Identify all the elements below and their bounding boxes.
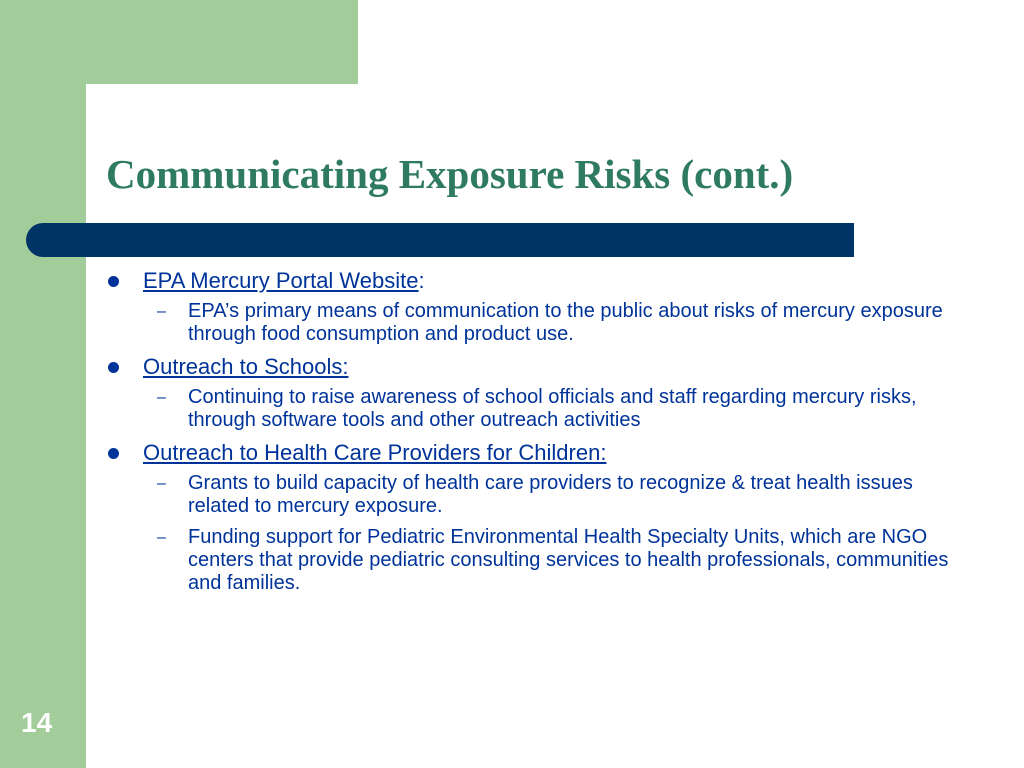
- title-divider-bar: [26, 223, 854, 257]
- sub-item: [143, 472, 966, 518]
- sub-item: [143, 526, 966, 595]
- bullet-dot-icon: [108, 362, 119, 373]
- outreach-schools-link[interactable]: Outreach to Schools:: [143, 354, 349, 379]
- dash-icon: –: [157, 303, 166, 320]
- bullet-dot-icon: [108, 276, 119, 287]
- bullet-list: [106, 268, 966, 603]
- dash-icon: –: [157, 475, 166, 492]
- epa-mercury-portal-link[interactable]: EPA Mercury Portal Website: [143, 268, 419, 293]
- left-green-band: [0, 0, 86, 768]
- dash-icon: –: [157, 389, 166, 406]
- sub-list: [143, 300, 966, 346]
- outreach-health-care-link[interactable]: Outreach to Health Care Providers for Children:: [143, 440, 607, 465]
- sub-item-text: Continuing to raise awareness of school officials and staff regarding mercury risks, through software tools and other outreach activities: [188, 386, 917, 431]
- sub-item-text: Grants to build capacity of health care providers to recognize & treat health issues related to mercury exposure.: [188, 472, 913, 517]
- sub-list: [143, 472, 966, 595]
- bullet-item: [106, 268, 966, 346]
- sub-item-text: EPA’s primary means of communication to the public about risks of mercury exposure through food consumption and product use.: [188, 300, 943, 345]
- page-number: 14: [21, 707, 53, 738]
- bullet-suffix: :: [418, 268, 425, 293]
- sub-list: [143, 386, 966, 432]
- top-green-band: [0, 0, 358, 84]
- slide-title: Communicating Exposure Risks (cont.): [106, 151, 794, 197]
- sub-item: [143, 386, 966, 432]
- sub-item: [143, 300, 966, 346]
- bullet-item: [106, 440, 966, 595]
- sub-item-text: Funding support for Pediatric Environmental Health Specialty Units, which are NGO centers that provide pediatric consulting services to health professionals, communities and families.: [188, 526, 949, 594]
- bullet-item: [106, 354, 966, 432]
- dash-icon: –: [157, 529, 166, 546]
- bullet-dot-icon: [108, 448, 119, 459]
